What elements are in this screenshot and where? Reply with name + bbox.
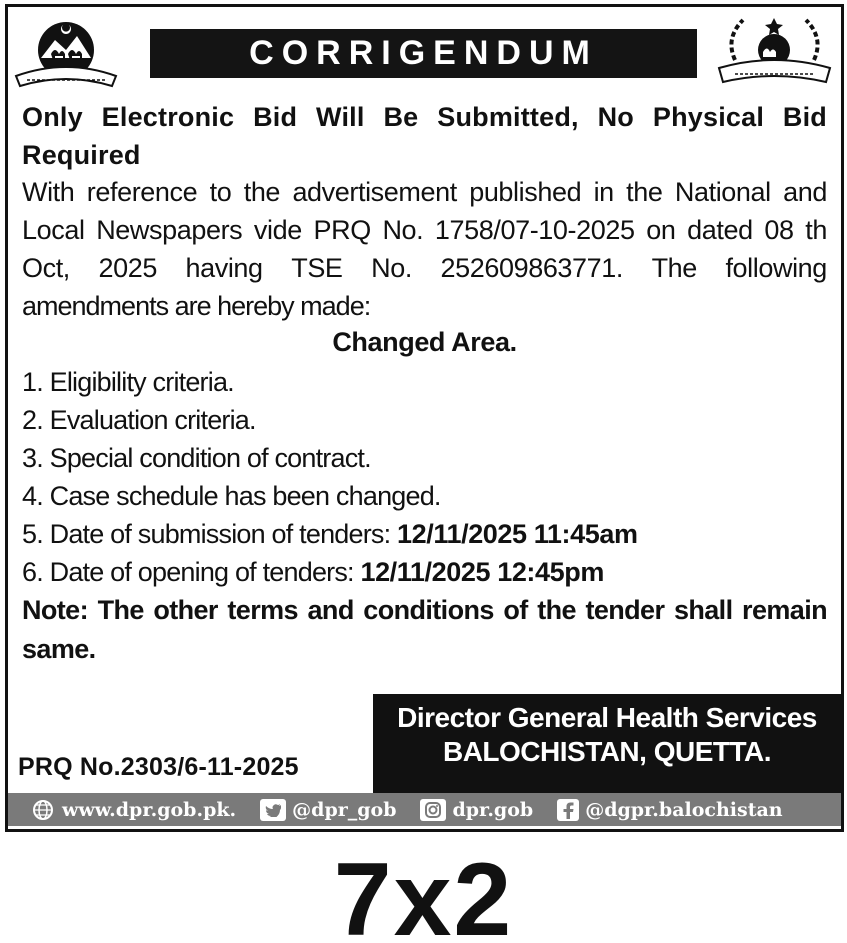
prq-number: PRQ No.2303/6-11-2025 <box>18 753 299 781</box>
paragraph-word: 08 <box>764 215 794 245</box>
paragraph-word: th <box>805 215 827 245</box>
paragraph-word: having <box>185 253 263 283</box>
heading-word: Bid <box>253 102 298 132</box>
heading-word: Will <box>316 102 365 132</box>
paragraph-word: The <box>651 253 697 283</box>
paragraph-word: and <box>783 177 827 207</box>
signature-title: Director General Health Services <box>397 702 817 733</box>
note-word: the <box>537 595 576 625</box>
amendment-text: 1. Eligibility criteria. <box>22 367 234 397</box>
heading-word: Electronic <box>101 102 235 132</box>
paragraph-word: 252609863771. <box>440 253 623 283</box>
signature-location: BALOCHISTAN, QUETTA. <box>442 736 772 767</box>
note-word: terms <box>227 595 298 625</box>
paragraph-word: No. <box>371 253 412 283</box>
note-word: shall <box>673 595 733 625</box>
amendment-text: 2. Evaluation criteria. <box>22 405 256 435</box>
reference-paragraph <box>22 173 827 325</box>
paragraph-word: TSE <box>291 253 343 283</box>
heading-word: Physical <box>652 102 765 132</box>
website-text: www.dpr.gob.pk. <box>62 798 237 821</box>
note-word: tender <box>585 595 665 625</box>
amendment-item <box>22 553 827 591</box>
facebook-handle: @dgpr.balochistan <box>585 798 783 821</box>
note-word: The <box>97 595 144 625</box>
paragraph-word: the <box>243 177 281 207</box>
paragraph-word: published <box>469 177 582 207</box>
bid-submission-heading <box>22 98 827 174</box>
paragraph-word: dated <box>687 215 753 245</box>
heading-word: Be <box>383 102 419 132</box>
paragraph-line-3 <box>22 249 827 287</box>
balochistan-emblem-icon <box>717 12 832 88</box>
note-word: other <box>153 595 218 625</box>
paragraph-line-2 <box>22 211 827 249</box>
paragraph-word: to <box>209 177 232 207</box>
instagram-link[interactable] <box>420 799 533 821</box>
paragraph-word: the <box>626 177 663 207</box>
note-word: and <box>307 595 354 625</box>
paragraph-word: With <box>22 177 75 207</box>
twitter-link[interactable] <box>260 799 396 821</box>
globe-icon <box>30 799 56 821</box>
note-paragraph <box>22 591 827 669</box>
amendment-text: 5. Date of submission of tenders: <box>22 519 398 549</box>
paragraph-line-4: amendments are hereby made: <box>22 291 371 321</box>
note-word: remain <box>742 595 827 625</box>
facebook-icon <box>557 799 579 821</box>
paragraph-word: in <box>593 177 614 207</box>
paragraph-word: National <box>674 177 771 207</box>
amendment-item <box>22 515 827 553</box>
amendment-item <box>22 363 827 401</box>
camel-seal-logo-icon <box>13 14 119 94</box>
amendment-text: 6. Date of opening of tenders: <box>22 557 361 587</box>
facebook-link[interactable] <box>557 799 782 821</box>
paragraph-word: Local <box>22 215 85 245</box>
signature-block <box>373 694 841 794</box>
note-line-2: same. <box>22 634 96 664</box>
paragraph-word: 2025 <box>98 253 157 283</box>
instagram-icon <box>420 799 446 821</box>
corrigendum-title: CORRIGENDUM <box>150 29 697 78</box>
amendment-item <box>22 439 827 477</box>
paragraph-word: advertisement <box>292 177 457 207</box>
heading-line-1 <box>22 98 827 136</box>
heading-line-2: Required <box>22 140 141 170</box>
note-word: conditions <box>363 595 494 625</box>
paragraph-line-1 <box>22 173 827 211</box>
social-footer <box>8 793 841 826</box>
amendment-date-value: 12/11/2025 11:45am <box>397 519 638 549</box>
amendment-item <box>22 477 827 515</box>
paragraph-word: Oct, <box>22 253 70 283</box>
heading-word: No <box>597 102 634 132</box>
twitter-icon <box>260 799 286 821</box>
heading-word: Only <box>22 102 83 132</box>
website-link[interactable] <box>30 799 236 821</box>
paragraph-word: vide <box>253 215 302 245</box>
paragraph-word: reference <box>86 177 198 207</box>
heading-word: Submitted, <box>437 102 579 132</box>
twitter-handle: @dpr_gob <box>292 798 397 821</box>
paragraph-word: following <box>725 253 827 283</box>
amendment-date-value: 12/11/2025 12:45pm <box>360 557 604 587</box>
note-word: of <box>503 595 528 625</box>
changed-area-heading: Changed Area. <box>332 327 517 357</box>
note-word: Note: <box>22 595 88 625</box>
instagram-handle: dpr.gob <box>452 798 534 821</box>
paragraph-word: Newspapers <box>96 215 243 245</box>
amendment-item <box>22 401 827 439</box>
amendments-list <box>22 363 827 591</box>
paragraph-word: 1758/07-10-2025 <box>434 215 635 245</box>
note-line-1 <box>22 591 827 630</box>
amendment-text: 4. Case schedule has been changed. <box>22 481 441 511</box>
paragraph-word: on <box>646 215 676 245</box>
heading-word: Bid <box>782 102 827 132</box>
paragraph-word: No. <box>382 215 424 245</box>
amendment-text: 3. Special condition of contract. <box>22 443 371 473</box>
paragraph-word: PRQ <box>313 215 371 245</box>
ad-size-label: 7x2 <box>333 842 514 943</box>
